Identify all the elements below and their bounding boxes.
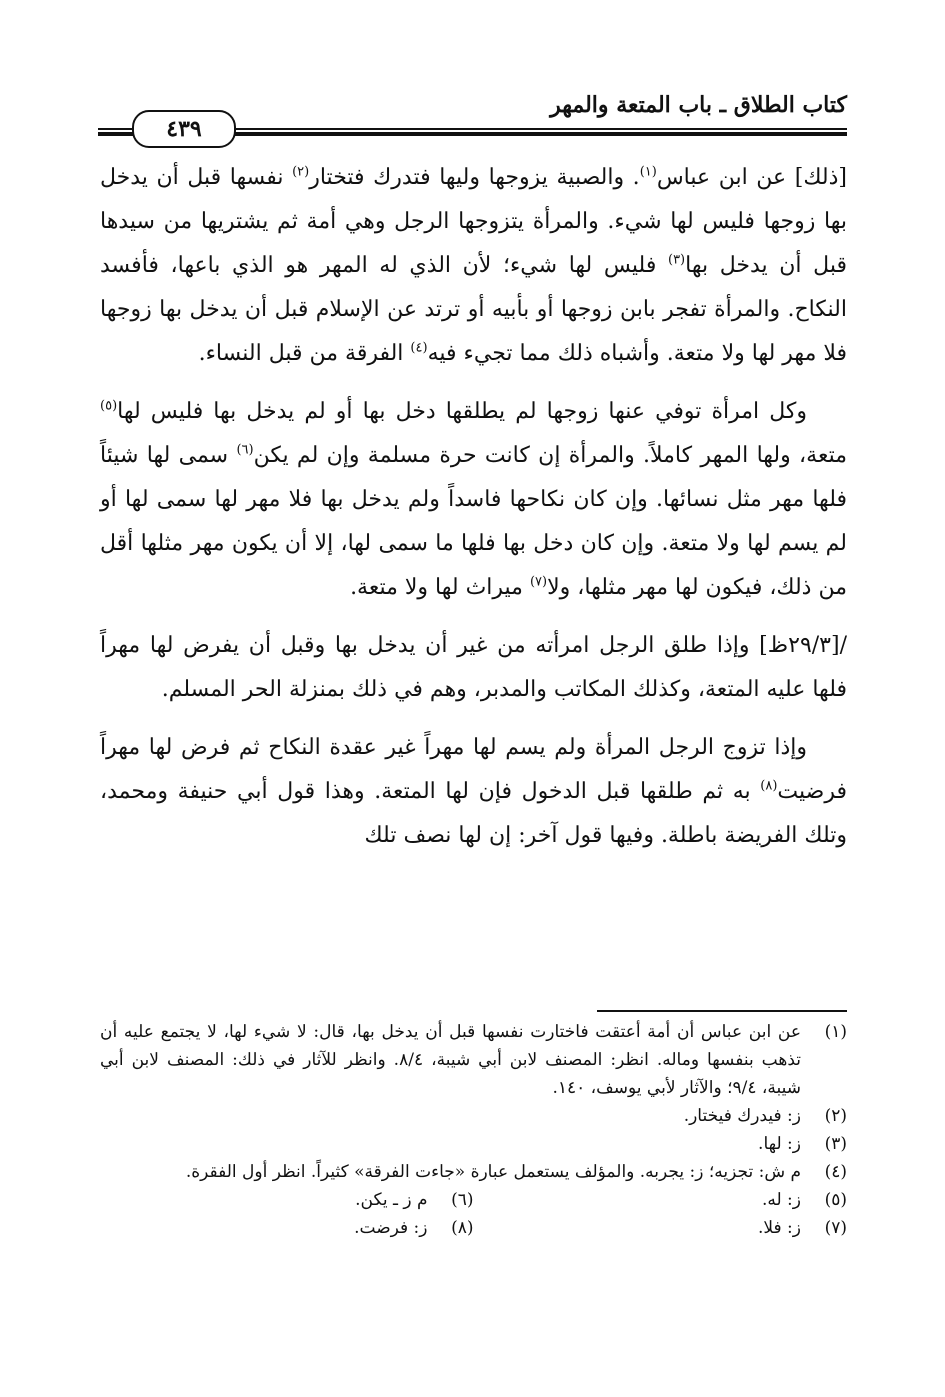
footnote-number: (١) [824,1022,847,1042]
footnote-text: ز: لها. [758,1134,801,1154]
footnote-ref: (٨) [760,778,778,794]
footnote-ref: (٤) [410,340,428,356]
paragraph-1 [100,156,847,376]
footnote-item [100,1214,474,1242]
text-run: فليس لها شيء؛ لأن الذي له المهر هو الذي باعها، فأفسد النكاح. والمرأة تفجر بابن زوجها أو بأبيه أو ترتد عن الإسلام قبل أن يدخل بها زوجها فلا مهر لها ولا متعة. وأشباه ذلك مما تجيء فيه [100,253,847,366]
footnote-number: (٤) [824,1162,847,1182]
footnote-number: (٥) [824,1190,847,1210]
footnote-number: (٢) [824,1106,847,1126]
footnote-item [100,1158,847,1186]
footnote-row [100,1186,847,1214]
footnote-text: ز: فيدرك فيختار. [683,1106,801,1126]
footnote-ref: (١) [639,164,657,180]
text-run: وإذا تزوج الرجل المرأة ولم يسم لها مهراً غير عقدة النكاح ثم فرض لها مهراً فرضيت [100,735,847,804]
text-run: سمى لها شيئاً فلها مهر مثل نسائها. وإن كان نكاحها فاسداً ولم يدخل بها فلا مهر لها سمى لها أو لم يسم لها ولا متعة. وإن كان دخل بها فلها ما سمى لها، إلا أن يكون مهر مثلها أقل من ذلك، فيكون لها مهر مثلها، ولا [100,443,847,600]
text-run: ميراث لها ولا متعة. [350,575,530,600]
footnote-number: (٣) [824,1134,847,1154]
footnotes [100,1018,847,1242]
text-run: متعة، ولها المهر كاملاً. والمرأة إن كانت حرة مسلمة وإن لم يكن [253,443,847,468]
footnote-item [100,1018,847,1102]
text-run: وكل امرأة توفي عنها زوجها لم يطلقها دخل بها أو لم يدخل بها فليس لها [117,399,807,424]
footnote-text: ز: فلا. [757,1218,801,1238]
footnote-ref: (٣) [667,252,686,268]
text-run: به ثم طلقها قبل الدخول فإن لها المتعة. وهذا قول أبي حنيفة ومحمد، وتلك الفريضة باطلة. وفيها قول آخر: إن لها نصف تلك [100,779,847,848]
footnote-text: ز: له. [761,1190,801,1210]
footnote-ref: (٥) [100,398,118,414]
footnote-text: م ش: تجزيه؛ ز: يجربه. والمؤلف يستعمل عبارة «جاءت الفرقة» كثيراً. انظر أول الفقرة. [185,1162,801,1182]
footnote-text: ز: فرضت. [354,1218,428,1238]
footnote-number: (٦) [451,1190,474,1210]
paragraph-4 [100,726,847,858]
footnote-item [100,1102,847,1130]
footnote-ref: (٦) [236,442,254,458]
text-run: /[٢٩/٣ظ] وإذا طلق الرجل امرأته من غير أن يدخل بها وقبل أن يفرض لها مهراً فلها عليه المتعة، وكذلك المكاتب والمدبر، وهم في ذلك بمنزلة الحر المسلم. [100,633,847,702]
footnote-row [100,1214,847,1242]
footnote-text: م ز ـ يكن. [355,1190,428,1210]
text-run: . والصبية يزوجها وليها فتدرك فتختار [309,165,640,190]
paragraph-3 [100,624,847,712]
page-number: ٤٣٩ [132,110,236,148]
text-run: الفرقة من قبل النساء. [198,341,411,366]
text-run: نفسها قبل أن يدخل بها زوجها فليس لها شيء. والمرأة يتزوجها الرجل وهي أمة ثم يشتريها من سيدها قبل أن يدخل بها [100,165,848,278]
footnote-item [474,1214,848,1242]
footnote-ref: (٢) [292,164,310,180]
footnote-number: (٧) [824,1218,847,1238]
footnote-ref: (٧) [529,574,548,590]
footnote-item [474,1186,848,1214]
running-title: كتاب الطلاق ـ باب المتعة والمهر [550,92,847,118]
footnote-separator [597,1010,847,1012]
footnote-item [100,1186,474,1214]
page-header [98,88,847,142]
footnote-number: (٨) [451,1218,474,1238]
text-run: [ذلك] عن ابن عباس [656,165,847,190]
footnote-item [100,1130,847,1158]
main-text [100,156,847,872]
footnote-text: عن ابن عباس أن أمة أعتقت فاختارت نفسها قبل أن يدخل بها، قال: لا شيء لها، لا يجتمع عليه أن تذهب بنفسها وماله. انظر: المصنف لابن أبي شيبة، ٨/٤. وانظر للآثار في ذلك: المصنف لابن أبي شيبة، ٩/٤؛ والآثار لأبي يوسف، ١٤٠. [100,1022,801,1098]
paragraph-2 [100,390,847,610]
